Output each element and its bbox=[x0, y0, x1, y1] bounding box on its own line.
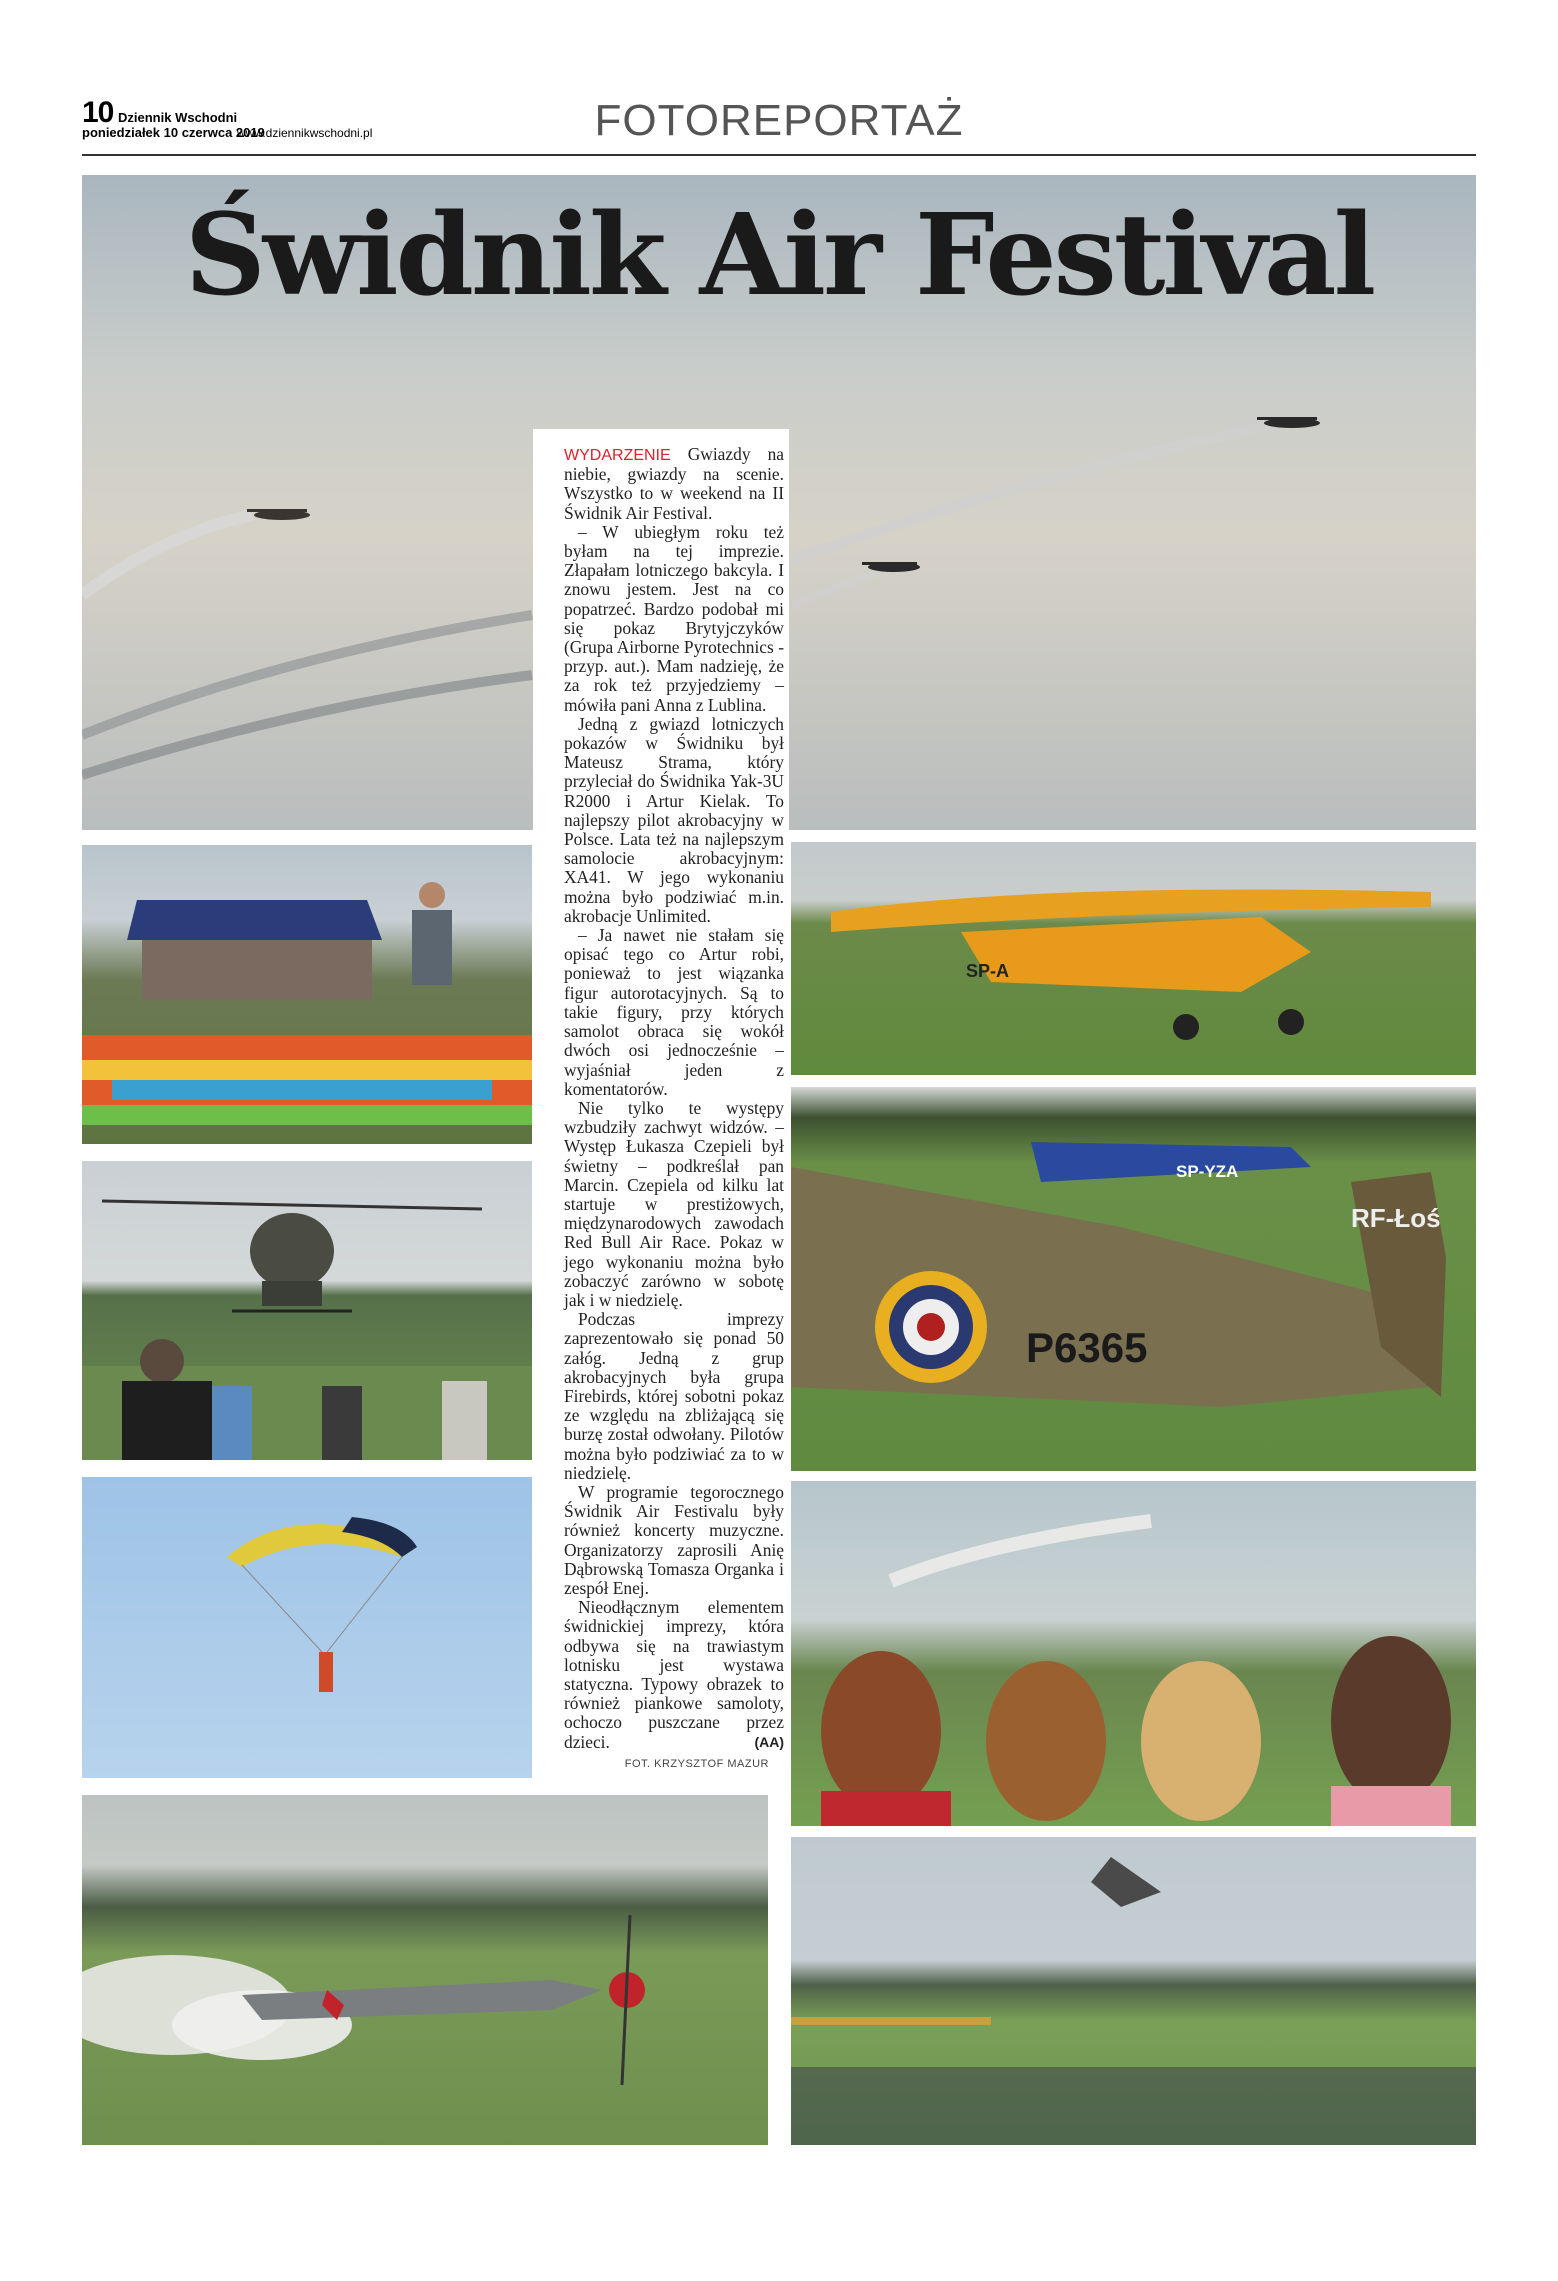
photo-yak-smoke bbox=[82, 1795, 768, 2145]
article-paragraph: Podczas imprezy zaprezentowało się ponad 50 załóg. Jedną z grup akrobacyjnych była grupa Firebirds, której sobotni pokaz ze względu na zbliżającą się burzę został odwołany. Pilotów można było podziwiać za to w niedzielę. bbox=[564, 1309, 784, 1483]
article-text-box bbox=[533, 429, 789, 1779]
parachute-illustration bbox=[82, 1477, 532, 1778]
article-paragraph: Jedną z gwiazd lotniczych pokazów w Świdniku był Mateusz Strama, który przyleciał do Świdnika Yak-3U R2000 i Artur Kielak. To najlepszy pilot akrobacyjny w Polsce. Lata też na najlepszym samolocie akrobacyjnym: XA41. W jego wykonaniu można było podziwiać m.in. akrobacje Unlimited. bbox=[564, 713, 784, 926]
hurricane-tail-code: RF-Łoś bbox=[1351, 1203, 1441, 1233]
photo-parachutist bbox=[82, 1477, 532, 1778]
newspaper-name: Dziennik Wschodni bbox=[118, 110, 238, 125]
lead-text: Gwiazdy na niebie, gwiazdy na scenie. Wszystko to w weekend na II Świdnik Air Festival. bbox=[564, 444, 784, 523]
article-paragraph: W programie tegorocznego Świdnik Air Festivalu były również koncerty muzyczne. Organizatorzy zaprosili Anię Dąbrowską Tomasza Organka i zespół Enej. bbox=[564, 1481, 784, 1598]
biplane-registration: SP-YZA bbox=[1176, 1162, 1239, 1181]
photo-piper-cub bbox=[791, 842, 1476, 1075]
hurricane-plane-illustration bbox=[791, 1087, 1476, 1471]
article-paragraph bbox=[564, 1598, 784, 1752]
crowd-illustration bbox=[791, 1837, 1476, 2145]
article-paragraph: Nie tylko te występy wzbudziły zachwyt widzów. – Występ Łukasza Czepieli był świetny – podkreślał pan Marcin. Czepiela od kilku lat startuje w prestiżowych, międzynarodowych zawodach Red Bull Air Race. Pokaz w jego wykonaniu można było zobaczyć zarówno w sobotę jak i w niedzielę. bbox=[564, 1097, 784, 1310]
issue-date: poniedziałek 10 czerwca 2019 bbox=[82, 125, 265, 140]
photo-girls-watching bbox=[791, 1481, 1476, 1826]
closing-text: Nieodłącznym elementem świdnickiej imprezy, która odbywa się na trawiastym lotnisku jest wystawa statyczna. Typowy obrazek to również piankowe samoloty, ochoczo puszczane przez dzieci. bbox=[564, 1597, 784, 1752]
article-paragraph: – Ja nawet nie stałam się opisać tego co Artur robi, ponieważ to jest wiązanka figur autorotacyjnych. Są to takie figury, przy których samolot obraca się wokół dwóch osi jednocześnie – wyjaśniał jeden z komentatorów. bbox=[564, 925, 784, 1099]
article-paragraph bbox=[564, 445, 784, 523]
piper-plane-illustration bbox=[791, 842, 1476, 1075]
header-divider bbox=[82, 154, 1476, 156]
photo-credit: FOT. KRZYSZTOF MAZUR bbox=[624, 1758, 769, 1770]
article-paragraph: – W ubiegłym roku też byłam na tej imprezie. Złapałam lotniczego bakcyla. I znowu jestem. Jest na co popatrzeć. Bardzo podobał mi się pokaz Brytyjczyków (Grupa Airborne Pyrotechnics - przyp. aut.). Mam nadzieję, że za rok też przyjedziemy – mówiła pani Anna z Lublina. bbox=[564, 521, 784, 715]
yak-plane-illustration bbox=[82, 1795, 768, 2145]
website-link[interactable]: www.dziennikwschodni.pl bbox=[237, 126, 373, 140]
author-signature: (AA) bbox=[754, 1733, 784, 1750]
hurricane-serial: P6365 bbox=[1026, 1324, 1148, 1371]
spectators-illustration bbox=[791, 1481, 1476, 1826]
section-title: FOTOREPORTAŻ bbox=[594, 96, 964, 145]
article-body bbox=[564, 445, 784, 1752]
foam-planes-illustration bbox=[82, 845, 532, 1144]
photo-helicopter-landing bbox=[82, 1161, 532, 1460]
article-kicker: WYDARZENIE bbox=[564, 447, 671, 464]
piper-registration: SP-A bbox=[966, 961, 1010, 981]
photo-hurricane-static bbox=[791, 1087, 1476, 1471]
photo-crowd-airfield bbox=[791, 1837, 1476, 2145]
helicopter-illustration bbox=[82, 1161, 532, 1460]
page-number: 10 bbox=[82, 96, 114, 129]
article-title: Świdnik Air Festival bbox=[184, 190, 1374, 321]
photo-foam-planes-stall bbox=[82, 845, 532, 1144]
